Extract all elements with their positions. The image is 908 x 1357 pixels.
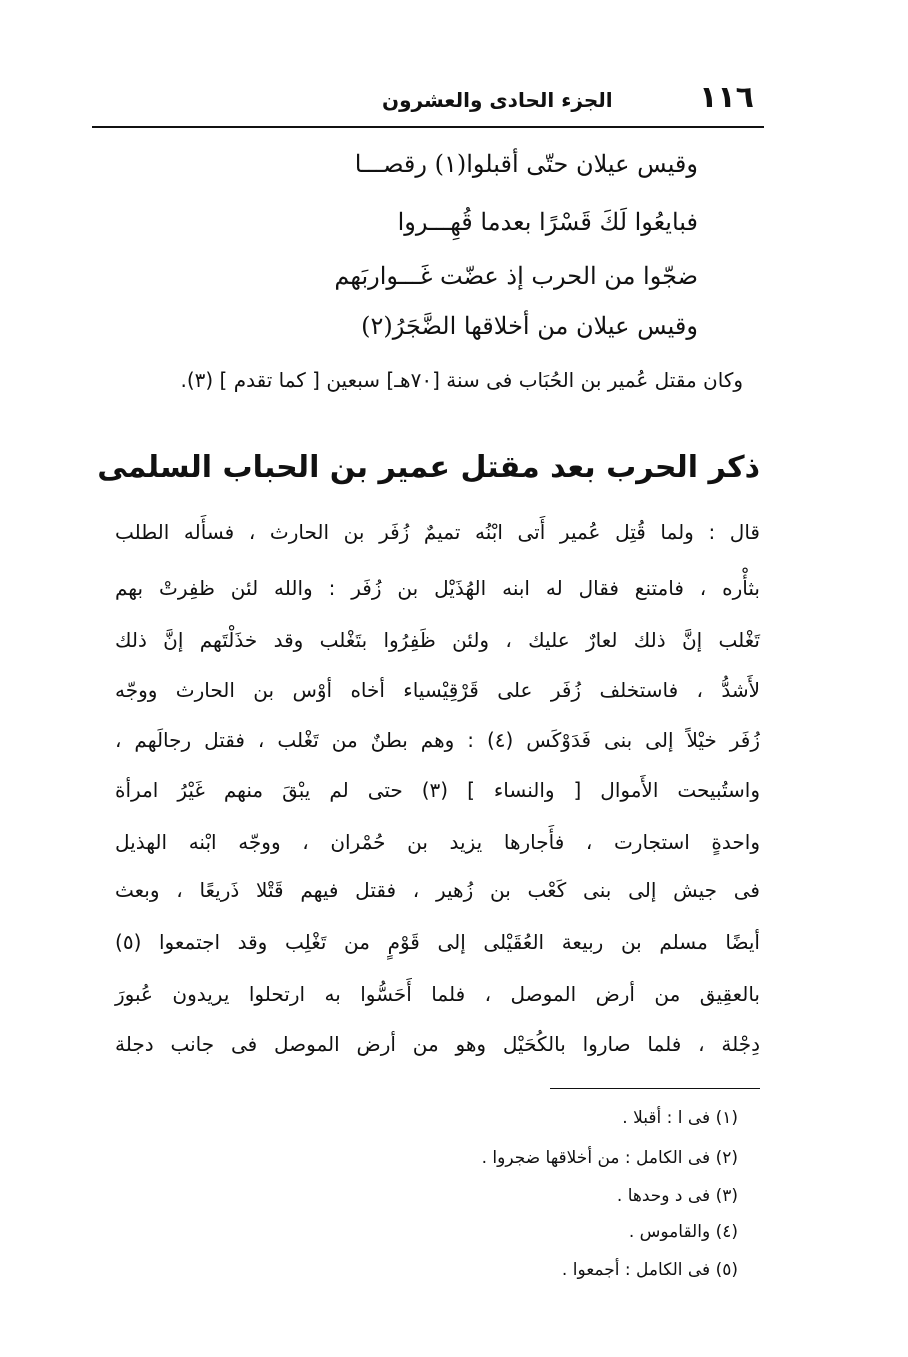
footnote: (٤) والقاموس .: [628, 1222, 738, 1242]
footnote: (٥) فى الكامل : أجمعوا .: [561, 1260, 738, 1280]
poetry-line: وقيس عيلان من أخلاقها الضَّجَرُ(٢): [361, 312, 698, 340]
running-title: الجزء الحادى والعشرون: [382, 88, 613, 112]
footnote: (٣) فى د وحدها .: [616, 1186, 738, 1206]
poetry-line: ضجّوا من الحرب إذ عضّت غَـــواربَهم: [334, 262, 698, 290]
body-line: تَغْلب إنَّ ذلك لعارٌ عليك ، ولئن ظَفِرُوا بتَغْلب وقد خذَلْتَهم إنَّ ذلك: [115, 628, 760, 652]
body-line: دِجْلة ، فلما صاروا بالكُحَيْل وهو من أرض الموصل فى جانب دجلة: [115, 1032, 760, 1056]
footnote: (١) فى ا : أقبلا .: [622, 1108, 738, 1128]
body-line: فى جيش إلى بنى كَعْب بن زُهير ، فقتل فيهم قَتْلا ذَريعًا ، وبعث: [115, 878, 760, 902]
intro-line: وكان مقتل عُمير بن الحُبَاب فى سنة [٧٠هـ] سبعين [ كما تقدم ] (٣).: [180, 368, 743, 392]
footnote: (٢) فى الكامل : من أخلاقها ضجروا .: [481, 1148, 738, 1168]
body-line: أيضًا مسلم بن ربيعة العُقَيْلى إلى قَوْمٍ من تَغْلِب وقد اجتمعوا (٥): [115, 930, 760, 954]
body-line: زُفَر خيْلاً إلى بنى فَدَوْكَس (٤) : وهم بطنٌ من تَغْلب ، فقتل رجالَهم ،: [115, 728, 760, 752]
body-line: واستُبيحت الأَموال [ والنساء ] (٣) حتى لم يبْقَ منهم غَيْرُ امرأة: [115, 778, 760, 802]
poetry-line: وقيس عيلان حتّى أقبلوا(١) رقصـــا: [354, 150, 698, 178]
body-line: بالعقِيق من أرض الموصل ، فلما أَحَسُّوا به ارتحلوا يريدون عُبورَ: [115, 982, 760, 1006]
body-line: بثأْره ، فامتنع فقال له ابنه الهُذَيْل بن زُفَر : والله لئن ظفِرتْ بهم: [115, 576, 760, 600]
page-number: ١١٦: [699, 80, 754, 115]
body-line: قال : ولما قُتِل عُمير أَتى ابْنُه تميمٌ زُفَر بن الحارث ، فسأَله الطلب: [115, 520, 760, 544]
poetry-line: فبايعُوا لَكَ قَسْرًا بعدما قُهِـــروا: [397, 208, 698, 236]
footnote-divider: [550, 1088, 760, 1089]
section-heading: ذكر الحرب بعد مقتل عمير بن الحباب السلمى: [97, 450, 760, 485]
body-line: واحدةٍ استجارت ، فأَجارها يزيد بن حُمْران ، ووجّه ابْنه الهذيل: [115, 830, 760, 854]
body-line: لأَشدُّ ، فاستخلف زُفَر على قَرْقِيْسياء أخاه أوْس بن الحارث ووجّه: [115, 678, 760, 702]
page-header: [92, 72, 764, 128]
